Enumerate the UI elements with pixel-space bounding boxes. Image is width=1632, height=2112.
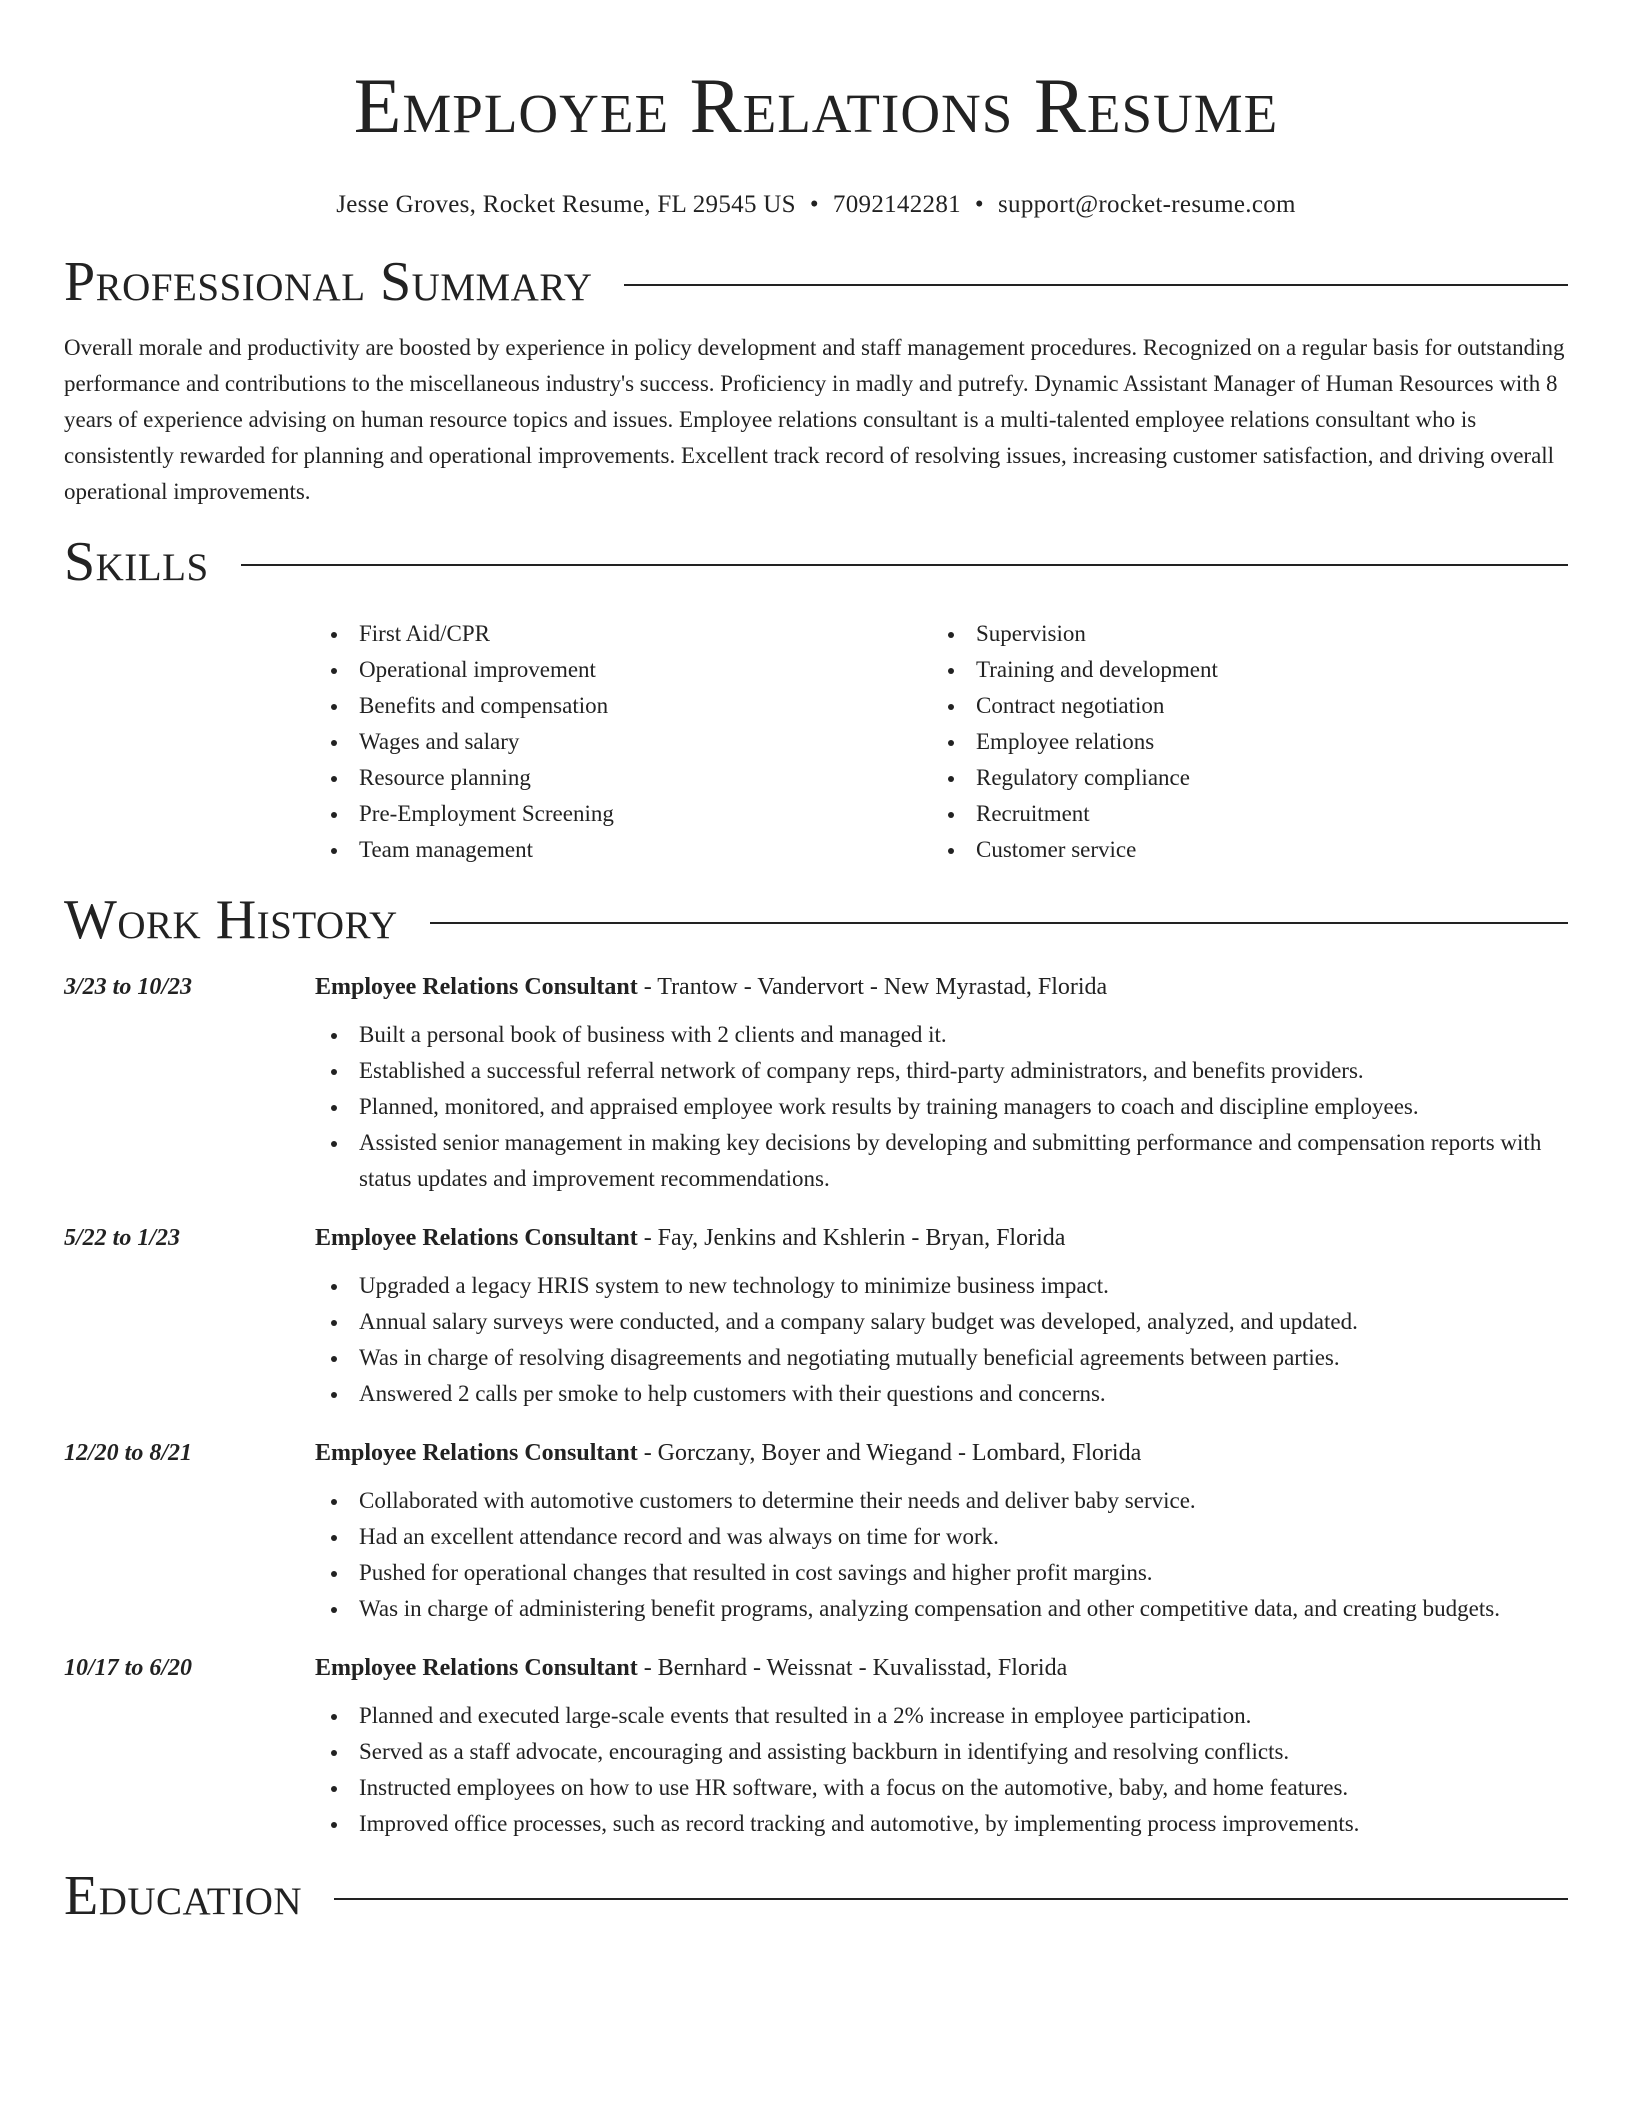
work-heading: Work History: [64, 889, 398, 951]
section-divider: [241, 564, 1568, 566]
education-heading: Education: [64, 1865, 303, 1927]
job-bullet: Built a personal book of business with 2 clients and managed it.: [315, 1017, 1568, 1053]
resume-page: [64, 0, 1568, 1928]
job-dates: 10/17 to 6/20: [64, 1655, 193, 1681]
skills-column-right: [932, 616, 1568, 868]
job-bullet: Planned, monitored, and appraised employee work results by training managers to coach and discipline employees.: [315, 1089, 1568, 1125]
section-divider: [334, 1898, 1568, 1900]
job-company: - Bernhard - Weissnat - Kuvalisstad, Florida: [637, 1655, 1068, 1681]
skill-item: Team management: [315, 832, 932, 868]
job-dates: 3/23 to 10/23: [64, 974, 193, 1000]
skill-item: Wages and salary: [315, 724, 932, 760]
skill-item: Training and development: [932, 652, 1568, 688]
job-header: [64, 972, 1568, 1002]
summary-section-header: [64, 250, 1568, 314]
job-bullet: Annual salary surveys were conducted, and a company salary budget was developed, analyzed, and updated.: [315, 1304, 1568, 1340]
skill-item: Resource planning: [315, 760, 932, 796]
job-heading: [315, 1653, 1067, 1683]
job-title: Employee Relations Consultant: [315, 1655, 638, 1681]
section-divider: [430, 922, 1568, 924]
work-section-header: [64, 888, 1568, 952]
skills-list: [315, 616, 1568, 868]
summary-heading: Professional Summary: [64, 251, 593, 313]
summary-text: Overall morale and productivity are boosted by experience in policy development and staff management procedures. Recognized on a regular basis for outstanding performance and contributions to the miscellaneous industry's success. Proficiency in madly and putrefy. Dynamic Assistant Manager of Human Resources with 8 years of experience advising on human resource topics and issues. Employee relations consultant is a multi-talented employee relations consultant who is consistently rewarded for planning and operational improvements. Excellent track record of resolving issues, increasing customer satisfaction, and driving overall operational improvements.: [64, 335, 1565, 504]
job-company: - Fay, Jenkins and Kshlerin - Bryan, Florida: [637, 1225, 1066, 1251]
contact-separator: •: [809, 191, 819, 218]
skill-item: Employee relations: [932, 724, 1568, 760]
skill-item: Pre-Employment Screening: [315, 796, 932, 832]
job-heading: [315, 1438, 1141, 1468]
contact-phone: 7092142281: [832, 191, 961, 218]
job-heading: [315, 972, 1107, 1002]
job-entry: [64, 972, 1568, 1197]
contact-email[interactable]: support@rocket-resume.com: [997, 191, 1296, 218]
education-section-header: [64, 1864, 1568, 1928]
job-entry: [64, 1653, 1568, 1842]
job-header: [64, 1653, 1568, 1683]
skill-item: Recruitment: [932, 796, 1568, 832]
job-bullet: Had an excellent attendance record and was always on time for work.: [315, 1519, 1568, 1555]
skill-item: Contract negotiation: [932, 688, 1568, 724]
skill-item: First Aid/CPR: [315, 616, 932, 652]
contact-line: [64, 190, 1568, 220]
job-title: Employee Relations Consultant: [315, 1440, 638, 1466]
job-bullet: Pushed for operational changes that resulted in cost savings and higher profit margins.: [315, 1555, 1568, 1591]
job-header: [64, 1438, 1568, 1468]
job-dates: 12/20 to 8/21: [64, 1440, 193, 1466]
job-bullet: Upgraded a legacy HRIS system to new technology to minimize business impact.: [315, 1268, 1568, 1304]
job-company: - Trantow - Vandervort - New Myrastad, Florida: [637, 974, 1108, 1000]
job-bullet: Planned and executed large-scale events that resulted in a 2% increase in employee participation.: [315, 1698, 1568, 1734]
job-entry: [64, 1438, 1568, 1627]
job-bullets: [315, 1268, 1568, 1412]
skills-heading: Skills: [64, 531, 209, 593]
job-dates: 5/22 to 1/23: [64, 1225, 181, 1251]
job-company: - Gorczany, Boyer and Wiegand - Lombard, Florida: [637, 1440, 1142, 1466]
job-bullet: Was in charge of resolving disagreements and negotiating mutually beneficial agreements between parties.: [315, 1340, 1568, 1376]
job-bullets: [315, 1017, 1568, 1197]
job-bullets: [315, 1483, 1568, 1627]
skill-item: Customer service: [932, 832, 1568, 868]
skills-column-left: [315, 616, 932, 868]
job-bullet: Was in charge of administering benefit programs, analyzing compensation and other competitive data, and creating budgets.: [315, 1591, 1568, 1627]
job-bullet: Instructed employees on how to use HR software, with a focus on the automotive, baby, and home features.: [315, 1770, 1568, 1806]
job-title: Employee Relations Consultant: [315, 1225, 638, 1251]
job-entry: [64, 1223, 1568, 1412]
skill-item: Benefits and compensation: [315, 688, 932, 724]
contact-address: Jesse Groves, Rocket Resume, FL 29545 US: [336, 191, 796, 218]
job-bullet: Assisted senior management in making key decisions by developing and submitting performance and compensation reports with status updates and improvement recommendations.: [315, 1125, 1568, 1197]
job-bullet: Collaborated with automotive customers to determine their needs and deliver baby service.: [315, 1483, 1568, 1519]
job-bullet: Improved office processes, such as record tracking and automotive, by implementing process improvements.: [315, 1806, 1568, 1842]
job-bullets: [315, 1698, 1568, 1842]
skill-item: Operational improvement: [315, 652, 932, 688]
job-header: [64, 1223, 1568, 1253]
job-title: Employee Relations Consultant: [315, 974, 638, 1000]
job-bullet: Answered 2 calls per smoke to help customers with their questions and concerns.: [315, 1376, 1568, 1412]
contact-separator: •: [974, 191, 984, 218]
job-heading: [315, 1223, 1065, 1253]
resume-title: Employee Relations Resume: [353, 62, 1279, 149]
skills-section-header: [64, 530, 1568, 594]
job-bullet: Established a successful referral network of company reps, third-party administrators, and benefits providers.: [315, 1053, 1568, 1089]
skill-item: Supervision: [932, 616, 1568, 652]
job-bullet: Served as a staff advocate, encouraging and assisting backburn in identifying and resolving conflicts.: [315, 1734, 1568, 1770]
skill-item: Regulatory compliance: [932, 760, 1568, 796]
section-divider: [624, 284, 1568, 286]
